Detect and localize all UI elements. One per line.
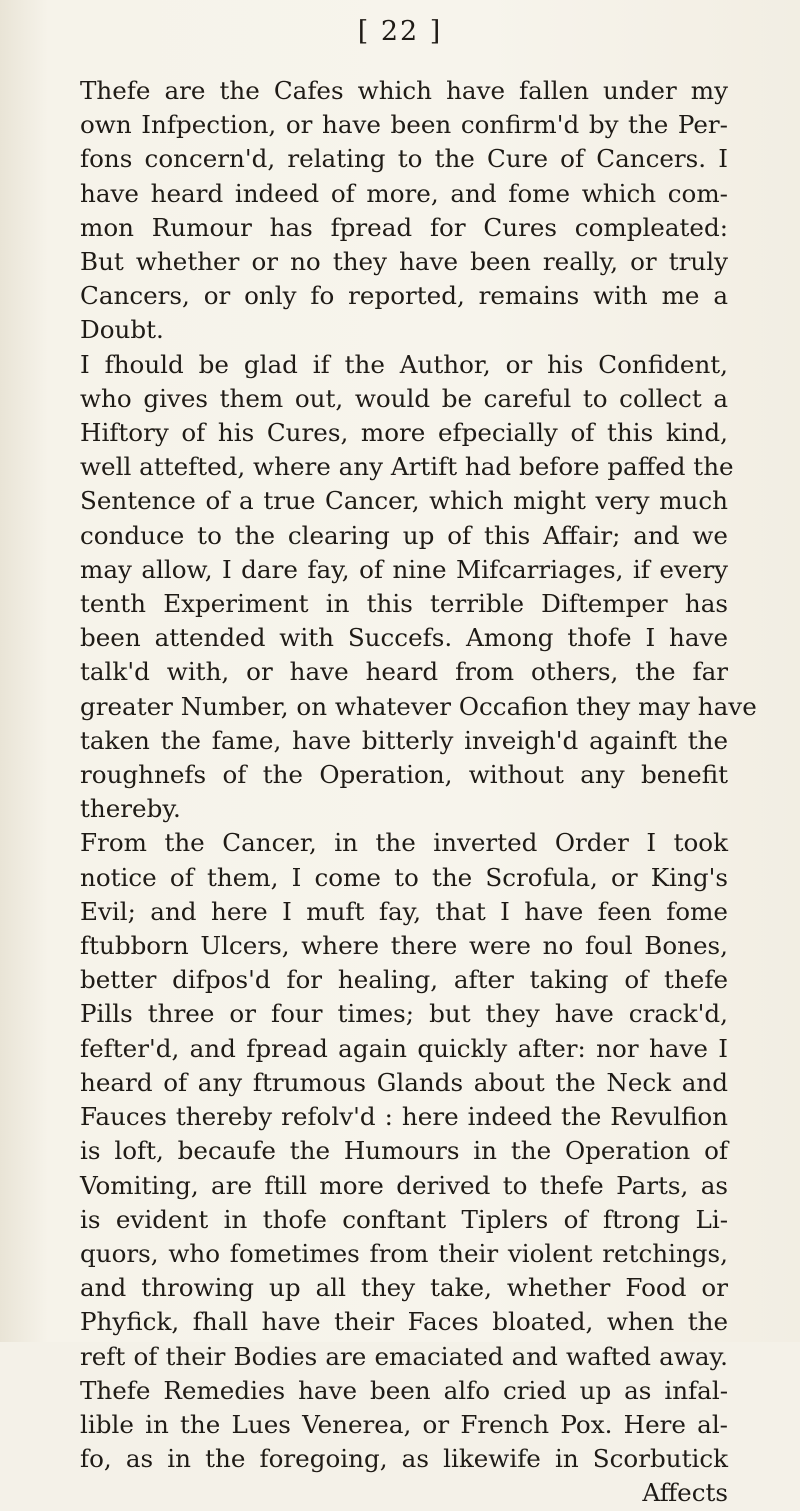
text-line: Thefe Remedies have been alfo cried up as infal- bbox=[80, 1375, 728, 1405]
text-line: greater Number, on whatever Occafion they may have bbox=[80, 691, 757, 721]
text-line: fefter'd, and fpread again quickly after: nor have I bbox=[80, 1033, 728, 1063]
text-line: Pills three or four times; but they have crack'd, bbox=[80, 999, 728, 1029]
text-line: conduce to the clearing up of this Affair; and we bbox=[80, 520, 728, 550]
text-line: Phyfick, fhall have their Faces bloated, when the bbox=[80, 1307, 728, 1337]
text-line: been attended with Succefs. Among thofe I have bbox=[80, 623, 728, 653]
text-line: Vomiting, are ftill more derived to thefe Parts, as bbox=[80, 1170, 728, 1200]
text-line: I fhould be glad if the Author, or his Confident, bbox=[80, 349, 728, 379]
text-line: mon Rumour has fpread for Cures compleated: bbox=[80, 212, 728, 242]
text-line: Cancers, or only fo reported, remains with me a bbox=[80, 281, 728, 311]
text-line: have heard indeed of more, and fome which com- bbox=[80, 178, 728, 208]
text-line: well attefted, where any Artift had before paffed the bbox=[80, 452, 734, 482]
text-line: who gives them out, would be careful to collect a bbox=[80, 383, 728, 413]
text-line: is loft, becaufe the Humours in the Operation of bbox=[80, 1136, 728, 1166]
text-line: taken the fame, have bitterly inveigh'd againft the bbox=[80, 725, 728, 755]
text-line: From the Cancer, in the inverted Order I took bbox=[80, 828, 728, 858]
text-line: Fauces thereby refolv'd : here indeed the Revulfion bbox=[80, 1102, 728, 1132]
text-line: reft of their Bodies are emaciated and wafted away. bbox=[80, 1341, 728, 1371]
text-line: better difpos'd for healing, after taking of thefe bbox=[80, 965, 728, 995]
text-line: lible in the Lues Venerea, or French Pox. Here al- bbox=[80, 1409, 728, 1439]
text-line: may allow, I dare fay, of nine Mifcarriages, if every bbox=[80, 554, 728, 584]
text-line: talk'd with, or have heard from others, the far bbox=[80, 657, 728, 687]
text-line: and throwing up all they take, whether Food or bbox=[80, 1273, 728, 1303]
catchword: Affects bbox=[642, 1478, 728, 1508]
text-line: quors, who fometimes from their violent retchings, bbox=[80, 1238, 728, 1268]
page-number: [ 22 ] bbox=[357, 16, 443, 47]
text-line: fo, as in the foregoing, as likewife in Scorbutick bbox=[80, 1444, 728, 1474]
text-line: But whether or no they have been really, or truly bbox=[80, 247, 728, 277]
text-line: heard of any ftrumous Glands about the Neck and bbox=[80, 1067, 728, 1097]
text-line: thereby. bbox=[80, 794, 181, 824]
text-line: Thefe are the Cafes which have fallen under my bbox=[80, 76, 728, 105]
text-line: is evident in thofe conftant Tiplers of ftrong Li- bbox=[80, 1204, 728, 1234]
text-line: Doubt. bbox=[80, 315, 164, 345]
text-line: Sentence of a true Cancer, which might very much bbox=[80, 486, 728, 516]
text-line: Evil; and here I muft fay, that I have feen fome bbox=[80, 896, 728, 926]
text-line: Hiftory of his Cures, more efpecially of this kind, bbox=[80, 418, 728, 448]
text-line: own Infpection, or have been confirm'd by the Per- bbox=[80, 110, 728, 140]
body-text bbox=[80, 74, 757, 1511]
text-line: tenth Experiment in this terrible Diftemper has bbox=[80, 589, 728, 619]
text-line: notice of them, I come to the Scrofula, or King's bbox=[80, 862, 728, 892]
text-line: roughnefs of the Operation, without any benefit bbox=[80, 760, 728, 790]
text-line: fons concern'd, relating to the Cure of Cancers. I bbox=[80, 144, 728, 174]
text-line: ftubborn Ulcers, where there were no foul Bones, bbox=[80, 931, 728, 961]
